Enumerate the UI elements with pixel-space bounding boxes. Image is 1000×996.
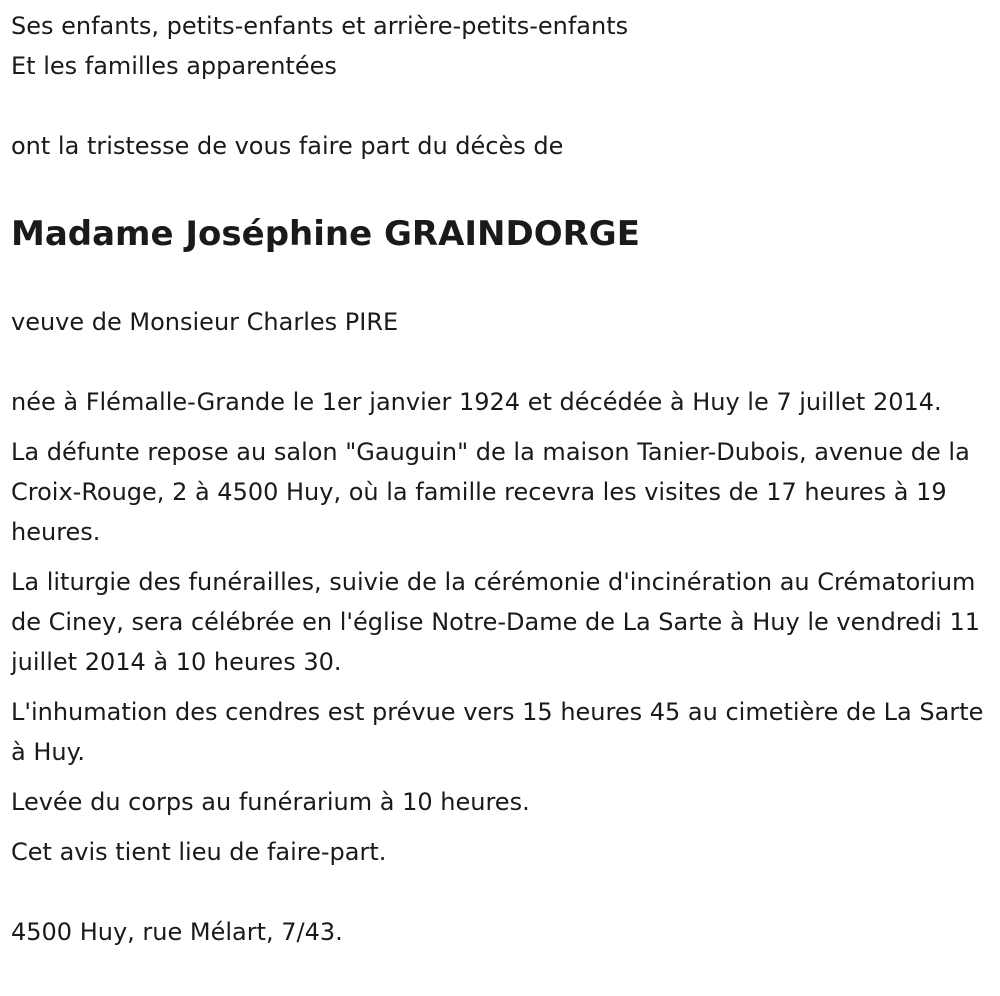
family-address: 4500 Huy, rue Mélart, 7/43. bbox=[11, 918, 343, 946]
deceased-name: Madame Joséphine GRAINDORGE bbox=[11, 214, 640, 254]
spouse-text: veuve de Monsieur Charles PIRE bbox=[11, 308, 399, 336]
burial-text: L'inhumation des cendres est prévue vers 15 heures 45 au cimetière de La Sarte à Huy. bbox=[11, 698, 984, 766]
visitation-text: La défunte repose au salon "Gauguin" de la maison Tanier-Dubois, avenue de la Croix-Rouge, 2 à 4500 Huy, où la famille recevra les visites de 17 heures à 19 heures. bbox=[11, 438, 970, 546]
announcement-text: ont la tristesse de vous faire part du décès de bbox=[11, 132, 564, 160]
family-line-1: Ses enfants, petits-enfants et arrière-petits-enfants bbox=[11, 12, 629, 40]
birth-death-text: née à Flémalle-Grande le 1er janvier 1924 et décédée à Huy le 7 juillet 2014. bbox=[11, 388, 942, 416]
family-line-2: Et les familles apparentées bbox=[11, 52, 337, 80]
notice-note: Cet avis tient lieu de faire-part. bbox=[11, 838, 387, 866]
funeral-text: La liturgie des funérailles, suivie de la cérémonie d'incinération au Crématorium de Ciney, sera célébrée en l'église Notre-Dame de La Sarte à Huy le vendredi 11 juillet 2014 à 10 heures 30. bbox=[11, 568, 980, 676]
death-notice bbox=[11, 6, 991, 952]
departure-text: Levée du corps au funérarium à 10 heures. bbox=[11, 788, 530, 816]
